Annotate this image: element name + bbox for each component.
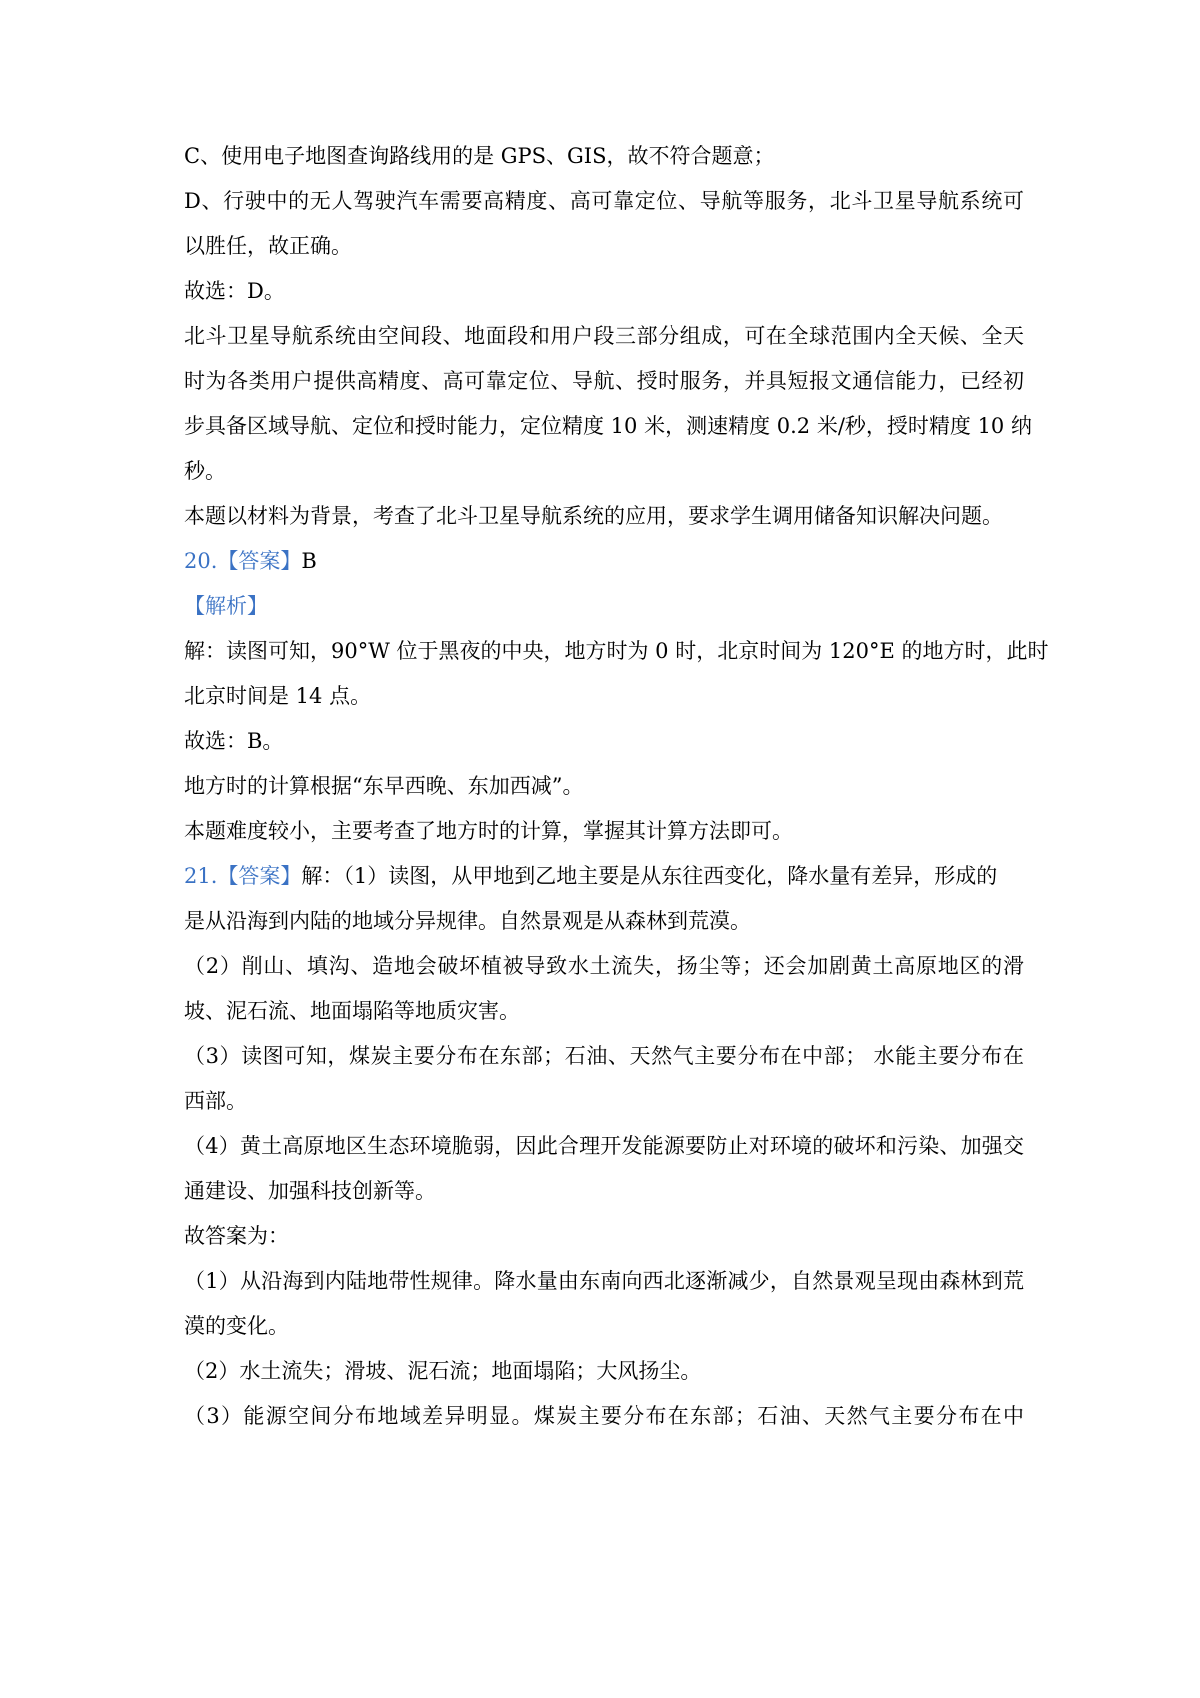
text-line: 故选：D。 (184, 279, 285, 303)
text-line: （3）能源空间分布地域差异明显。煤炭主要分布在东部；石油、天然气主要分布在中 (184, 1404, 1024, 1428)
text-line: 步具备区域导航、定位和授时能力，定位精度 10 米，测速精度 0.2 米/秒，授时精度 10 纳 (184, 414, 1032, 438)
text-line: 通建设、加强科技创新等。 (184, 1179, 436, 1203)
analysis-heading (184, 593, 1024, 619)
text-line: 以胜任，故正确。 (184, 234, 352, 258)
analysis-tag: 【解析】 (184, 594, 268, 618)
text-line: 漠的变化。 (184, 1314, 289, 1338)
text-line: 西部。 (184, 1089, 247, 1113)
text-line: 故答案为： (184, 1224, 289, 1248)
text-line: （2）水土流失；滑坡、泥石流；地面塌陷；大风扬尘。 (184, 1359, 702, 1383)
answer-tag: 【答案】 (217, 864, 302, 888)
text-line: 解：读图可知，90°W 位于黑夜的中央，地方时为 0 时，北京时间为 120°E 的地方时，此时 (184, 639, 1049, 663)
question-number: 21. (184, 864, 218, 888)
text-line: 本题难度较小，主要考查了地方时的计算，掌握其计算方法即可。 (184, 819, 793, 843)
question-20-answer (184, 548, 1024, 574)
text-line: 北京时间是 14 点。 (184, 684, 372, 708)
text-line: 地方时的计算根据“东早西晚、东加西减”。 (184, 774, 584, 798)
text-line: D、行驶中的无人驾驶汽车需要高精度、高可靠定位、导航等服务，北斗卫星导航系统可 (184, 189, 1024, 213)
answer-tag: 【答案】 (217, 549, 302, 573)
text-line: 故选：B。 (184, 729, 284, 753)
text-line: （4）黄土高原地区生态环境脆弱，因此合理开发能源要防止对环境的破坏和污染、加强交 (184, 1134, 1024, 1158)
text-line: 坡、泥石流、地面塌陷等地质灾害。 (184, 999, 520, 1023)
text-line: 是从沿海到内陆的地域分异规律。自然景观是从森林到荒漠。 (184, 909, 751, 933)
text-line: （3）读图可知，煤炭主要分布在东部；石油、天然气主要分布在中部； 水能主要分布在 (184, 1044, 1024, 1068)
question-number: 20. (184, 549, 218, 573)
text-line: 本题以材料为背景，考查了北斗卫星导航系统的应用，要求学生调用储备知识解决问题。 (184, 504, 1003, 528)
answer-text: 解：（1）读图，从甲地到乙地主要是从东往西变化，降水量有差异，形成的 (301, 864, 998, 888)
text-line: （1）从沿海到内陆地带性规律。降水量由东南向西北逐渐减少，自然景观呈现由森林到荒 (184, 1269, 1024, 1293)
answer-value: B (301, 549, 317, 573)
text-line: C、使用电子地图查询路线用的是 GPS、GIS，故不符合题意； (184, 144, 775, 168)
text-line: 时为各类用户提供高精度、高可靠定位、导航、授时服务，并具短报文通信能力，已经初 (184, 369, 1024, 393)
text-line: 秒。 (184, 459, 226, 483)
text-line: （2）削山、填沟、造地会破坏植被导致水土流失，扬尘等；还会加剧黄土高原地区的滑 (184, 954, 1024, 978)
question-21-answer (184, 863, 1024, 889)
text-line: 北斗卫星导航系统由空间段、地面段和用户段三部分组成，可在全球范围内全天候、全天 (184, 324, 1024, 348)
